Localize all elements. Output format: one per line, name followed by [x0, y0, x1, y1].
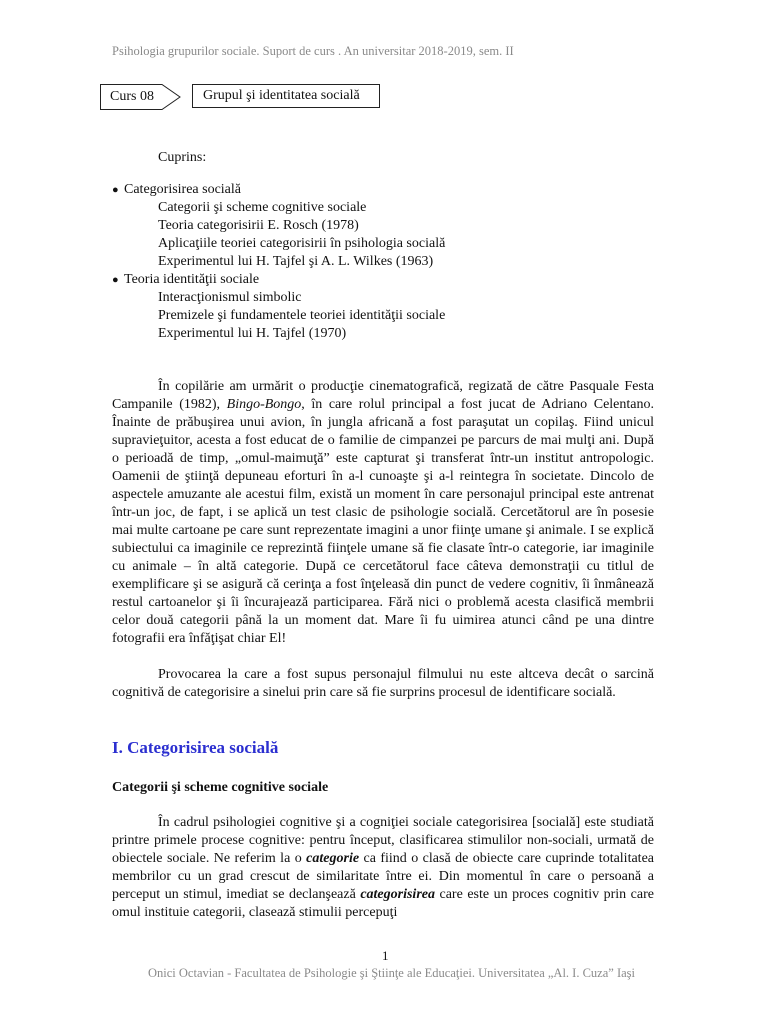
- term-categorisirea: categorisirea: [360, 887, 435, 902]
- subsection-heading: Categorii şi scheme cognitive sociale: [112, 780, 329, 795]
- film-title: Bingo-Bongo: [226, 397, 302, 412]
- contents-label: Cuprins:: [158, 150, 207, 165]
- toc-section-title: Categorisirea socială: [124, 182, 242, 197]
- text-run: ca fiind o clasă de obiecte care cuprinde totalitatea membrilor cu un grad crescut de similaritate între ei. Din momentul în care o persoană a perceput un stimul, imediat se declanşează: [112, 851, 654, 902]
- course-number-arrow-box: [100, 84, 180, 110]
- bullet-icon: ●: [112, 184, 119, 196]
- page-number: 1: [382, 948, 389, 963]
- section-paragraph: [112, 814, 654, 922]
- bullet-icon: ●: [112, 274, 119, 286]
- running-footer: Onici Octavian - Facultatea de Psihologie şi Ştiinţe ale Educaţiei. Universitatea „Al. I. Cuza” Iaşi: [148, 966, 635, 980]
- text-run: care este un proces cognitiv prin care omul instituie categorii, clasează stimulii percepuţi: [112, 887, 654, 920]
- toc-item: Aplicaţiile teoriei categorisirii în psihologia socială: [158, 236, 446, 251]
- toc-item: Experimentul lui H. Tajfel (1970): [158, 326, 347, 341]
- text-run: În copilărie am urmărit o producţie cinematografică, regizată de către Pasquale Festa Campanile (1982),: [112, 379, 654, 412]
- toc-item: Experimentul lui H. Tajfel şi A. L. Wilkes (1963): [158, 254, 434, 269]
- running-header: Psihologia grupurilor sociale. Suport de curs . An universitar 2018-2019, sem. II: [112, 44, 514, 58]
- toc-item: Categorii şi scheme cognitive sociale: [158, 200, 367, 215]
- section-heading: I. Categorisirea socială: [112, 738, 279, 757]
- text-run: În cadrul psihologiei cognitive şi a cogniţiei sociale categorisirea [socială] este studiată printre primele procese cognitive: pentru început, clasificarea stimulilor non-sociali, urmată de obiectele sociale. Ne referim la o: [112, 815, 654, 866]
- course-title: Grupul şi identitatea socială: [203, 88, 360, 103]
- table-of-contents: [112, 181, 445, 343]
- toc-item: Interacţionismul simbolic: [158, 290, 302, 305]
- toc-section: [112, 271, 445, 289]
- course-number-label: Curs 08: [110, 89, 154, 104]
- text-run: , în care rolul principal a fost jucat de Adriano Celentano. Înainte de prăbuşirea unui avion, în jungla africană a fost paraşutat un copilaş. Fiind unicul supravieţuitor, acesta a fost educat de o familie de cimpanzei pe parcurs de mai mulţi ani. După o perioadă de timp, „omul-maimuţă” este capturat şi transferat într-un institut antropologic. Oamenii de ştiinţă depuneau eforturi în a-l cunoaşte şi a-l reintegra în societate. Dincolo de aspectele amuzante ale acestui film, există un moment în care personajul principal este antrenat într-un joc, de fapt, i se aplică un test clasic de psihologie socială. Cercetătorul are în posesie mai multe cartoane pe care sunt reprezentate imagini a unor fiinţe umane şi animale. I se explică subiectului ca imaginile ce reprezintă fiinţele umane să fie clasate într-o categorie, iar imaginile cu animale – în altă categorie. După ce cercetătorul face câteva demonstraţii cu titlul de exemplificare şi se asigură că cerinţa a fost înţeleasă din punct de vedere cognitiv, îi înmânează restul cartoanelor şi îi încurajează participarea. Fără nici o problemă acesta clasifică membrii celor două categorii până la un moment dat. Mare îi fu uimirea atunci când pe una dintre fotografii era înfăţişat chiar El!: [112, 397, 654, 646]
- course-title-box: [192, 84, 380, 108]
- toc-item: Premizele şi fundamentele teoriei identităţii sociale: [158, 308, 446, 323]
- intro-paragraph-2: Provocarea la care a fost supus personajul filmului nu este altceva decât o sarcină cognitivă de categorisire a sinelui prin care să fie surprins procesul de identificare socială.: [112, 667, 654, 700]
- intro-paragraph: [112, 378, 654, 648]
- toc-section: [112, 181, 445, 199]
- term-categorie: categorie: [306, 851, 360, 866]
- toc-item: Teoria categorisirii E. Rosch (1978): [158, 218, 359, 233]
- toc-section-title: Teoria identităţii sociale: [124, 272, 260, 287]
